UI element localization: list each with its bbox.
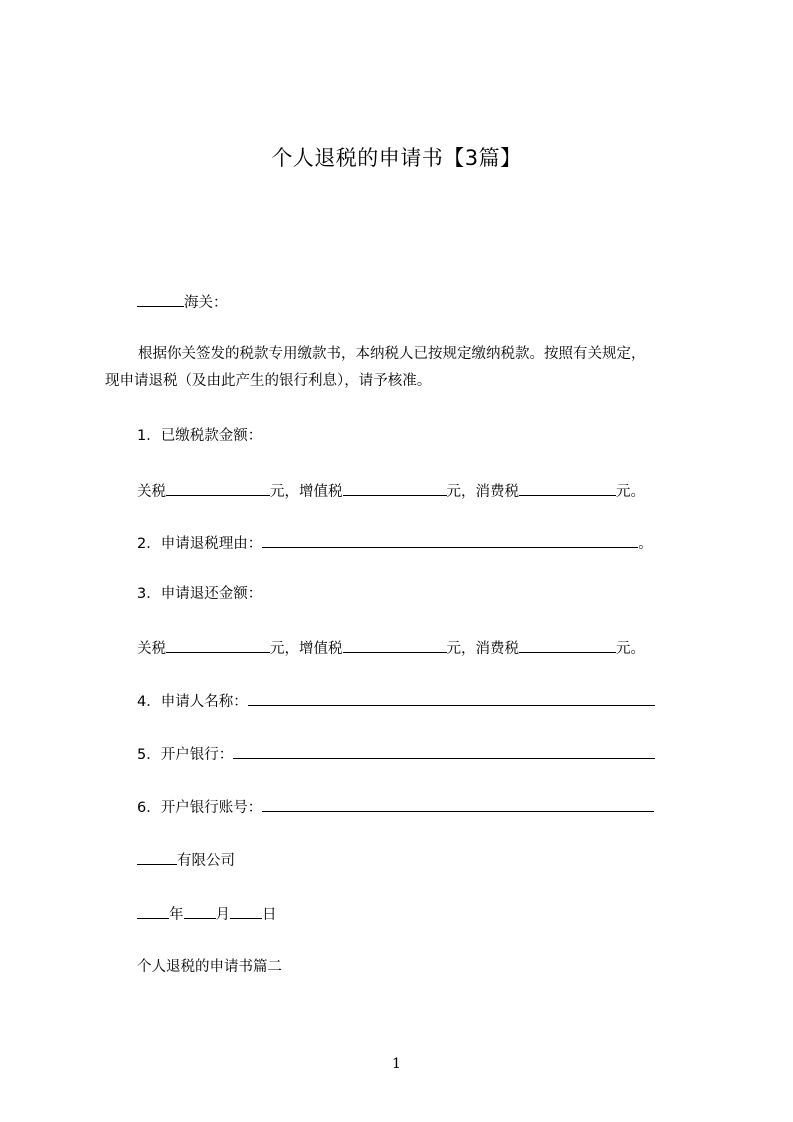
item-4-line bbox=[137, 690, 655, 712]
unit-end-label: 元。 bbox=[616, 641, 645, 657]
company-line bbox=[137, 849, 235, 871]
item-5-label: 5．开户银行： bbox=[137, 747, 234, 763]
addressee-suffix: 海关： bbox=[184, 295, 228, 311]
paid-customs-blank[interactable] bbox=[166, 480, 270, 496]
unit-label: 元， bbox=[270, 641, 299, 657]
item-4-label: 4．申请人名称： bbox=[137, 694, 248, 710]
customs-name-blank[interactable] bbox=[137, 291, 184, 307]
refund-vat-blank[interactable] bbox=[343, 637, 447, 653]
page-number: 1 bbox=[392, 1056, 401, 1072]
item-6-line bbox=[137, 796, 654, 818]
unit-label: 元， bbox=[446, 641, 476, 657]
applicant-name-blank[interactable] bbox=[248, 690, 655, 706]
unit-label: 元， bbox=[270, 484, 299, 500]
company-suffix: 有限公司 bbox=[177, 853, 235, 869]
date-line bbox=[137, 903, 277, 925]
item-2-line bbox=[137, 532, 653, 554]
vat-label: 增值税 bbox=[299, 641, 343, 657]
paid-vat-blank[interactable] bbox=[343, 480, 447, 496]
day-label: 日 bbox=[262, 907, 277, 923]
consumption-tax-label: 消费税 bbox=[475, 484, 519, 500]
unit-label: 元， bbox=[446, 484, 476, 500]
day-blank[interactable] bbox=[230, 903, 262, 919]
item-1-label: 1．已缴税款金额： bbox=[137, 428, 263, 444]
customs-duty-label: 关税 bbox=[137, 484, 166, 500]
item-5-line bbox=[137, 743, 655, 765]
refund-reason-blank[interactable] bbox=[262, 532, 638, 548]
item-6-label: 6．开户银行账号： bbox=[137, 800, 263, 816]
month-blank[interactable] bbox=[184, 903, 216, 919]
item-2-label: 2．申请退税理由： bbox=[137, 536, 263, 552]
bank-account-blank[interactable] bbox=[262, 796, 654, 812]
addressee-line bbox=[137, 291, 228, 313]
refund-customs-blank[interactable] bbox=[166, 637, 270, 653]
customs-duty-label: 关税 bbox=[137, 641, 166, 657]
year-label: 年 bbox=[169, 907, 184, 923]
intro-line-1: 根据你关签发的税款专用缴款书，本纳税人已按规定缴纳税款。按照有关规定， bbox=[138, 346, 646, 362]
company-name-blank[interactable] bbox=[137, 849, 177, 865]
month-label: 月 bbox=[215, 907, 230, 923]
item-3-label: 3．申请退还金额： bbox=[137, 586, 263, 602]
year-blank[interactable] bbox=[137, 903, 169, 919]
refund-consumption-blank[interactable] bbox=[519, 637, 616, 653]
next-section-title: 个人退税的申请书篇二 bbox=[137, 959, 282, 975]
refund-amounts-row bbox=[137, 637, 645, 659]
intro-line-2: 现申请退税（及由此产生的银行利息），请予核准。 bbox=[105, 373, 432, 389]
paid-amounts-row bbox=[137, 480, 645, 502]
vat-label: 增值税 bbox=[299, 484, 343, 500]
item-2-end: 。 bbox=[638, 536, 653, 552]
paid-consumption-blank[interactable] bbox=[519, 480, 616, 496]
document-title: 个人退税的申请书【3篇】 bbox=[271, 146, 522, 170]
bank-name-blank[interactable] bbox=[233, 743, 655, 759]
intro-paragraph bbox=[105, 341, 700, 395]
consumption-tax-label: 消费税 bbox=[475, 641, 519, 657]
unit-end-label: 元。 bbox=[616, 484, 645, 500]
